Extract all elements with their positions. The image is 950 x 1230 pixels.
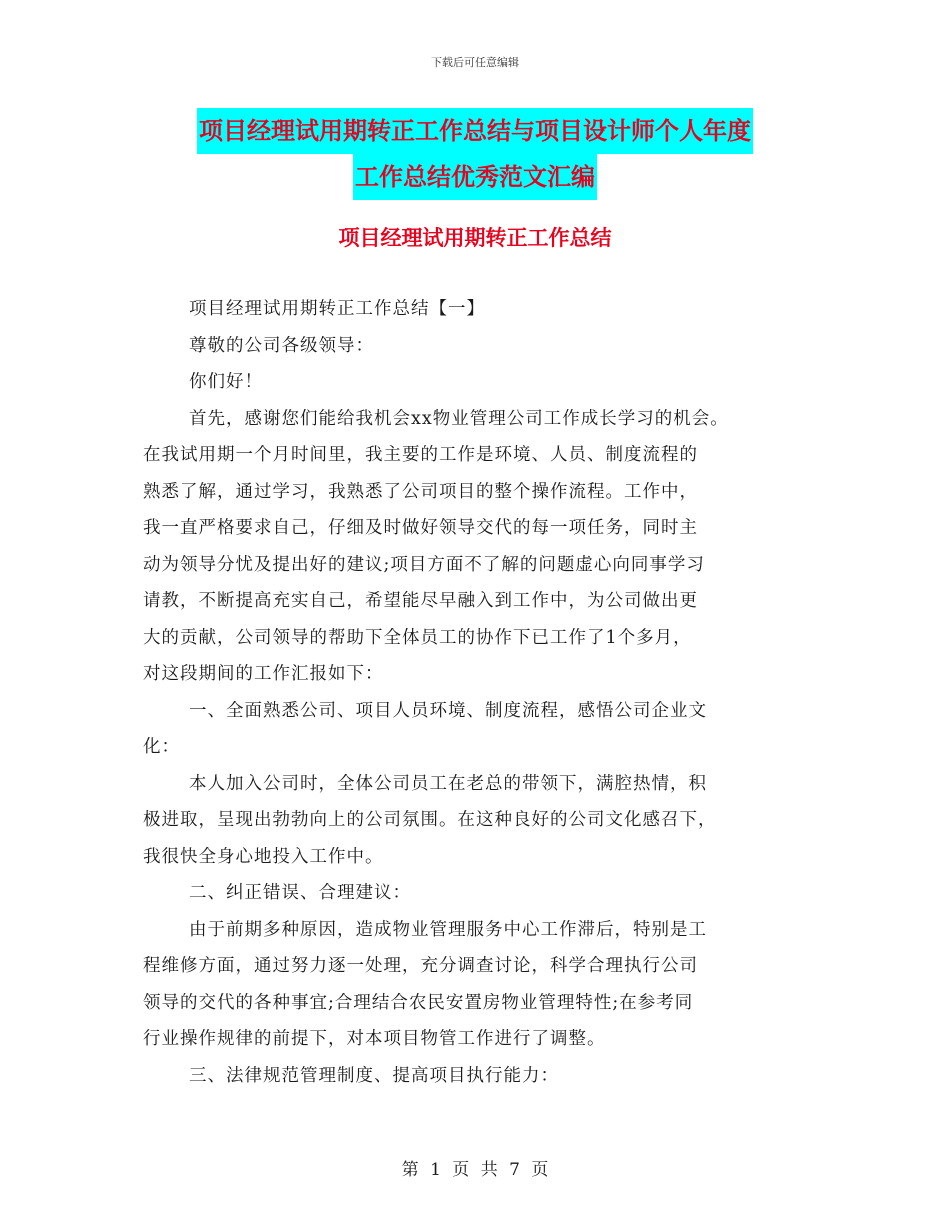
footer-prefix: 第 bbox=[401, 1160, 419, 1180]
footer-suffix: 页 bbox=[531, 1160, 549, 1180]
footer-mid1: 页 bbox=[452, 1160, 470, 1180]
body-line: 项目经理试用期转正工作总结【一】 bbox=[189, 299, 485, 319]
body-line: 程维修方面，通过努力逐一处理，充分调查讨论，科学合理执行公司 bbox=[143, 956, 698, 976]
body-line: 动为领导分忧及提出好的建议;项目方面不了解的问题虚心向同事学习 bbox=[143, 554, 705, 575]
footer-total-pages: 7 bbox=[509, 1160, 520, 1180]
body-text bbox=[143, 291, 833, 1094]
body-line: 尊敬的公司各级领导： bbox=[189, 335, 374, 356]
footer-page-number: 1 bbox=[430, 1160, 441, 1180]
section-heading: 项目经理试用期转正工作总结 bbox=[338, 226, 612, 250]
body-line: 极进取，呈现出勃勃向上的公司氛围。在这种良好的公司文化感召下， bbox=[143, 810, 717, 830]
body-line: 由于前期多种原因，造成物业管理服务中心工作滞后，特别是工 bbox=[189, 919, 707, 940]
body-line: 我一直严格要求自己，仔细及时做好领导交代的每一项任务，同时主 bbox=[143, 518, 698, 538]
title-line-2: 工作总结优秀范文汇编 bbox=[353, 154, 597, 200]
body-line: 熟悉了解，通过学习，我熟悉了公司项目的整个操作流程。工作中， bbox=[143, 481, 698, 502]
body-line: 请教，不断提高充实自己，希望能尽早融入到工作中，为公司做出更 bbox=[143, 591, 698, 611]
body-line: 在我试用期一个月时间里，我主要的工作是环境、人员、制度流程的 bbox=[143, 445, 698, 465]
page-footer bbox=[0, 1155, 950, 1180]
body-line: 你们好！ bbox=[189, 372, 263, 392]
title-line-1: 项目经理试用期转正工作总结与项目设计师个人年度 bbox=[197, 108, 753, 154]
body-line: 大的贡献，公司领导的帮助下全体员工的协作下已工作了1个多月， bbox=[143, 627, 692, 648]
document-title bbox=[0, 108, 950, 200]
footer-mid2: 共 bbox=[480, 1160, 498, 1180]
body-line: 一、全面熟悉公司、项目人员环境、制度流程，感悟公司企业文 bbox=[189, 700, 707, 721]
body-line: 首先，感谢您们能给我机会xx物业管理公司工作成长学习的机会。 bbox=[189, 408, 729, 429]
body-line: 本人加入公司时，全体公司员工在老总的带领下，满腔热情，积 bbox=[189, 773, 707, 794]
header-note: 下载后可任意编辑 bbox=[431, 56, 519, 69]
body-line: 化： bbox=[143, 737, 180, 757]
body-line: 我很快全身心地投入工作中。 bbox=[143, 846, 384, 867]
body-line: 三、法律规范管理制度、提高项目执行能力： bbox=[189, 1065, 559, 1086]
body-line: 二、纠正错误、合理建议： bbox=[189, 883, 411, 903]
body-line: 领导的交代的各种事宜;合理结合农民安置房物业管理特性;在参考同 bbox=[143, 992, 694, 1013]
body-line: 行业操作规律的前提下，对本项目物管工作进行了调整。 bbox=[143, 1029, 606, 1049]
body-line: 对这段期间的工作汇报如下： bbox=[143, 664, 384, 684]
